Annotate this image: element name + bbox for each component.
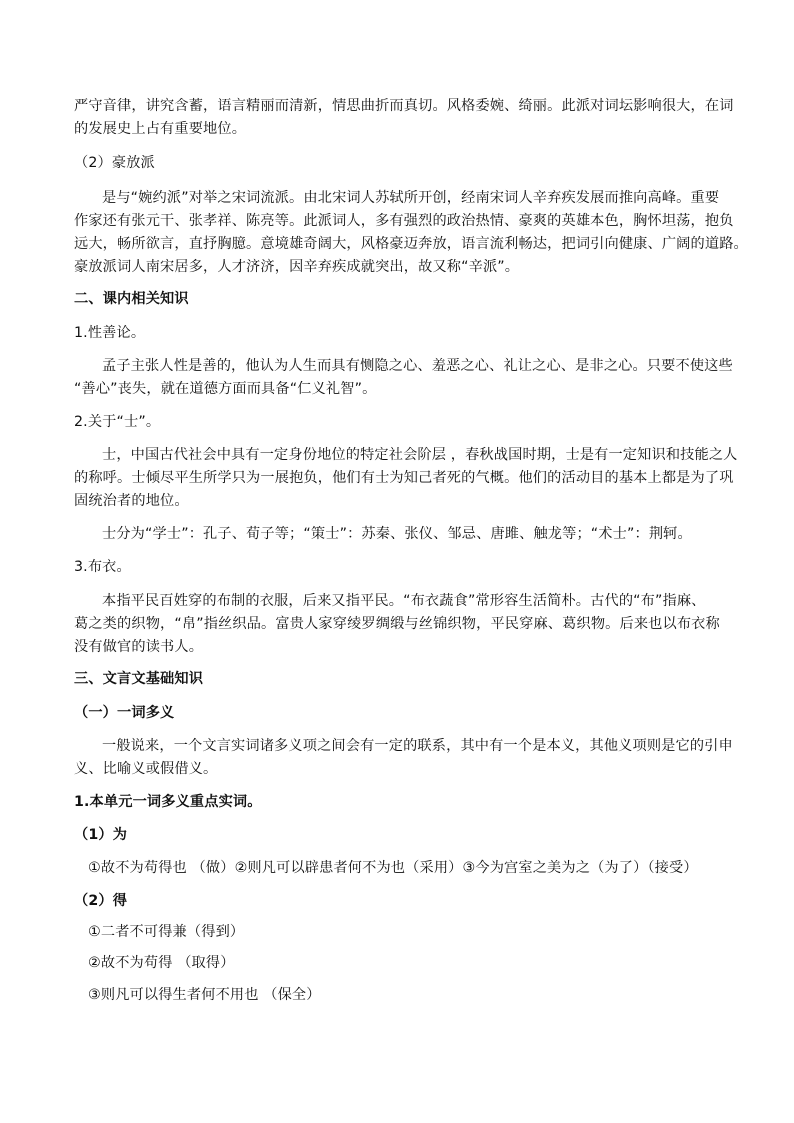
item-heading: 2.关于“士”。 (74, 414, 161, 430)
paragraph-line: 的发展史上占有重要地位。 (74, 121, 247, 137)
item-heading: 3.布衣。 (74, 559, 131, 575)
paragraph-line: 远大，畅所欲言，直抒胸臆。意境雄奇阔大，风格豪迈奔放，语言流利畅达，把词引向健康、广阔的道路。 (74, 236, 748, 252)
paragraph-line: 义、比喻义或假借义。 (74, 761, 218, 777)
example-line: ③则凡可以得生者何不用也 （保全） (88, 987, 321, 1003)
item-heading: 1.性善论。 (74, 325, 146, 341)
paragraph-line: 是与“婉约派”对举之宋词流派。由北宋词人苏轼所开创，经南宋词人辛弃疾发展而推向高峰。重要 (102, 190, 720, 206)
paragraph-line: 葛之类的织物，“帛”指丝织品。富贵人家穿绫罗绸缎与丝锦织物，平民穿麻、葛织物。后来也以布衣称 (74, 616, 720, 632)
section-heading: 二、课内相关知识 (74, 291, 189, 307)
paragraph-line: 士，中国古代社会中具有一定身份地位的特定社会阶层 ，春秋战国时期，士是有一定知识和技能之人 (102, 447, 738, 463)
paragraph-line: “善心”丧失，就在道德方面而具备“仁义礼智”。 (74, 381, 377, 397)
paragraph-line: 固统治者的地位。 (74, 493, 189, 509)
section-heading: 三、文言文基础知识 (74, 671, 204, 687)
item-heading: （1）为 (74, 827, 128, 843)
paragraph-line: 严守音律，讲究含蓄，语言精丽而清新，情思曲折而真切。风格委婉、绮丽。此派对词坛影响很大，在词 (74, 98, 734, 114)
item-heading: 1.本单元一词多义重点实词。 (74, 794, 262, 810)
subsection-heading: （一）一词多义 (74, 705, 175, 721)
paragraph-line: 孟子主张人性是善的，他认为人生而具有恻隐之心、羞恶之心、礼让之心、是非之心。只要不使这些 (102, 358, 733, 374)
example-line: ①故不为苟得也 （做）②则凡可以辟患者何不为也（采用）③今为宫室之美为之（为了）（接受） (88, 860, 698, 876)
example-line: ②故不为苟得 （取得） (88, 955, 235, 971)
paragraph-line: 豪放派词人南宋居多，人才济济，因辛弃疾成就突出，故又称“辛派”。 (74, 259, 520, 275)
paragraph-line: 一般说来，一个文言实词诸多义项之间会有一定的联系，其中有一个是本义，其他义项则是它的引申 (102, 738, 733, 754)
paragraph-line: 没有做官的读书人。 (74, 639, 204, 655)
paragraph-line: 作家还有张元干、张孝祥、陈亮等。此派词人，多有强烈的政治热情、豪爽的英雄本色，胸怀坦荡，抱负 (74, 213, 734, 229)
paragraph-line: 的称呼。士倾尽平生所学只为一展抱负，他们有士为知己者死的气概。他们的活动目的基本上都是为了巩 (74, 470, 734, 486)
example-line: ①二者不可得兼（得到） (88, 924, 245, 940)
item-heading: （2）得 (74, 893, 128, 909)
paragraph-line: 士分为“学士”：孔子、荀子等；“策士”：苏秦、张仪、邹忌、唐雎、触龙等；“术士”：荆轲。 (102, 526, 692, 542)
paragraph-line: 本指平民百姓穿的布制的衣服，后来又指平民。“布衣蔬食”常形容生活简朴。古代的“布”指麻、 (102, 593, 706, 609)
subsection-heading: （2）豪放派 (74, 155, 155, 171)
